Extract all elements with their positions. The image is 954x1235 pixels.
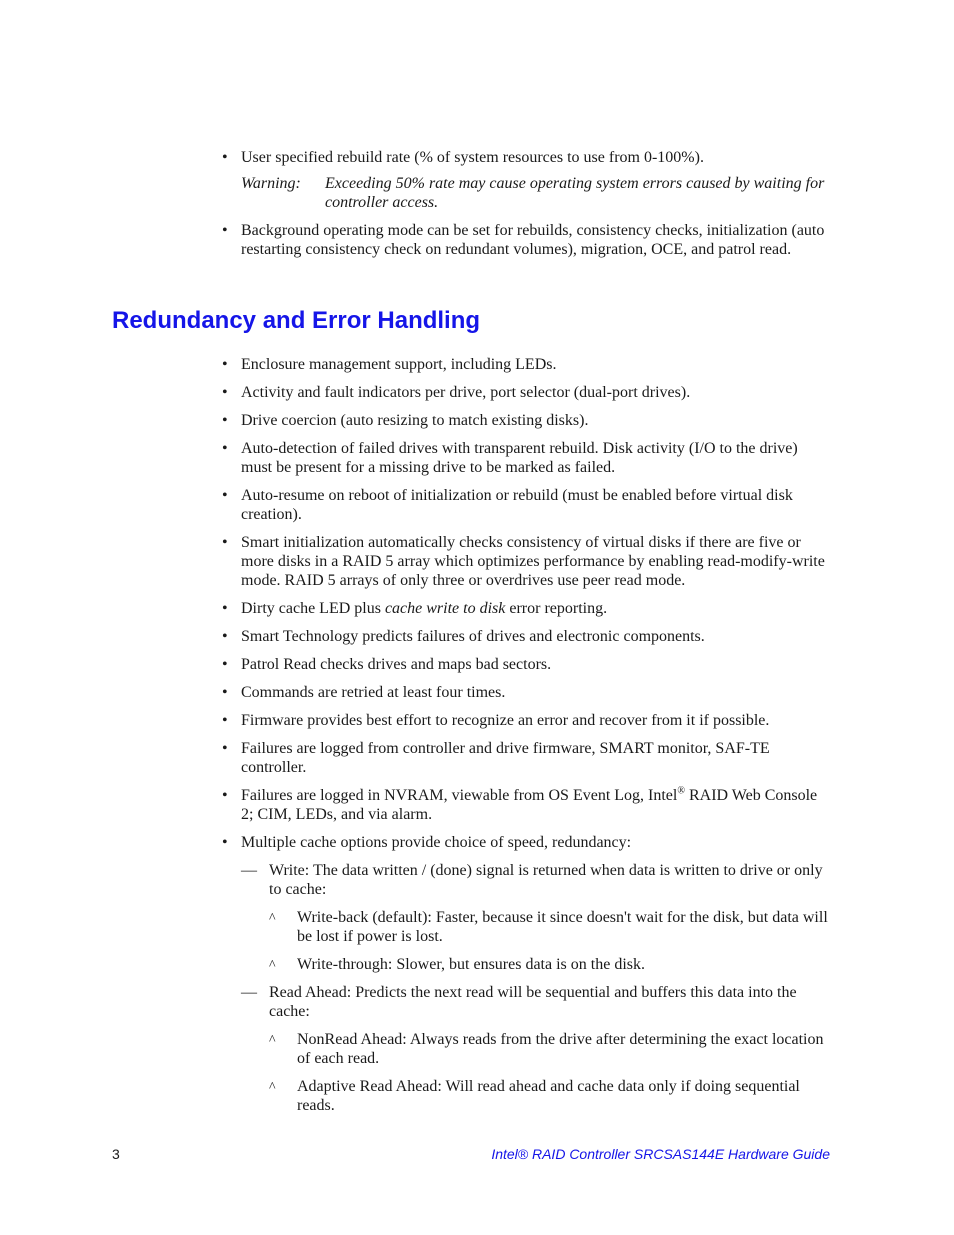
sub-sub-item: ^ Write-through: Slower, but ensures data is on the disk. — [269, 955, 832, 974]
sub-sub-item: ^ Write-back (default): Faster, because it since doesn't wait for the disk, but data will be lost if power is lost. — [269, 908, 832, 946]
list-item: • Drive coercion (auto resizing to match existing disks). — [222, 411, 832, 430]
dirty-cache-emphasis: cache write to disk — [384, 600, 506, 617]
warning-text: Exceeding 50% rate may cause operating system errors caused by waiting for controller access. — [325, 175, 825, 211]
warning-note — [241, 174, 832, 212]
registered-mark: ® — [677, 785, 685, 797]
page-number: 3 — [112, 1146, 120, 1162]
list-item: • Activity and fault indicators per drive, port selector (dual-port drives). — [222, 383, 832, 402]
list-item: • Auto-resume on reboot of initialization or rebuild (must be enabled before virtual disk creation). — [222, 486, 832, 524]
list-item: • Commands are retried at least four times. — [222, 683, 832, 702]
section-heading: Redundancy and Error Handling — [112, 307, 481, 334]
sub-sub-item: ^ Adaptive Read Ahead: Will read ahead and cache data only if doing sequential reads. — [269, 1077, 832, 1115]
warning-label: Warning: — [241, 175, 301, 192]
list-item-cache-options: • Multiple cache options provide choice of speed, redundancy: — [222, 833, 832, 852]
list-item-nvram — [222, 786, 832, 824]
dirty-cache-text-end: error reporting. — [505, 600, 608, 617]
nvram-text-end: RAID Web Console 2; CIM, LEDs, and via alarm. — [241, 787, 818, 823]
list-item: • User specified rebuild rate (% of system resources to use from 0-100%). — [222, 148, 832, 167]
footer-document-title: Intel® RAID Controller SRCSAS144E Hardware Guide — [491, 1146, 830, 1162]
list-item: • Patrol Read checks drives and maps bad sectors. — [222, 655, 832, 674]
list-item: • Smart Technology predicts failures of drives and electronic components. — [222, 627, 832, 646]
list-item: • Firmware provides best effort to recognize an error and recover from it if possible. — [222, 711, 832, 730]
sub-item-write: — Write: The data written / (done) signal is returned when data is written to drive or only to cache: — [241, 861, 832, 899]
list-item: • Auto-detection of failed drives with transparent rebuild. Disk activity (I/O to the drive) must be present for a missing drive to be marked as failed. — [222, 439, 832, 477]
top-bullet-list — [222, 148, 832, 268]
list-item: • Background operating mode can be set for rebuilds, consistency checks, initialization (auto restarting consistency check on redundant volumes), migration, OCE, and patrol read. — [222, 221, 832, 259]
nvram-text-start: Failures are logged in NVRAM, viewable from OS Event Log, Intel — [241, 787, 678, 804]
list-item-dirty-cache — [222, 599, 832, 618]
list-item: • Smart initialization automatically checks consistency of virtual disks if there are five or more disks in a RAID 5 array which optimizes performance by enabling read-modify-write mode. RAID 5 arrays of only three or overdrives use peer read mode. — [222, 533, 832, 590]
dirty-cache-text-start: Dirty cache LED plus — [241, 600, 385, 617]
list-item: • Enclosure management support, including LEDs. — [222, 355, 832, 374]
redundancy-bullet-list — [222, 355, 832, 1124]
sub-sub-item: ^ NonRead Ahead: Always reads from the drive after determining the exact location of each read. — [269, 1030, 832, 1068]
sub-item-read-ahead: — Read Ahead: Predicts the next read will be sequential and buffers this data into the cache: — [241, 983, 832, 1021]
list-item: • Failures are logged from controller and drive firmware, SMART monitor, SAF-TE controller. — [222, 739, 832, 777]
